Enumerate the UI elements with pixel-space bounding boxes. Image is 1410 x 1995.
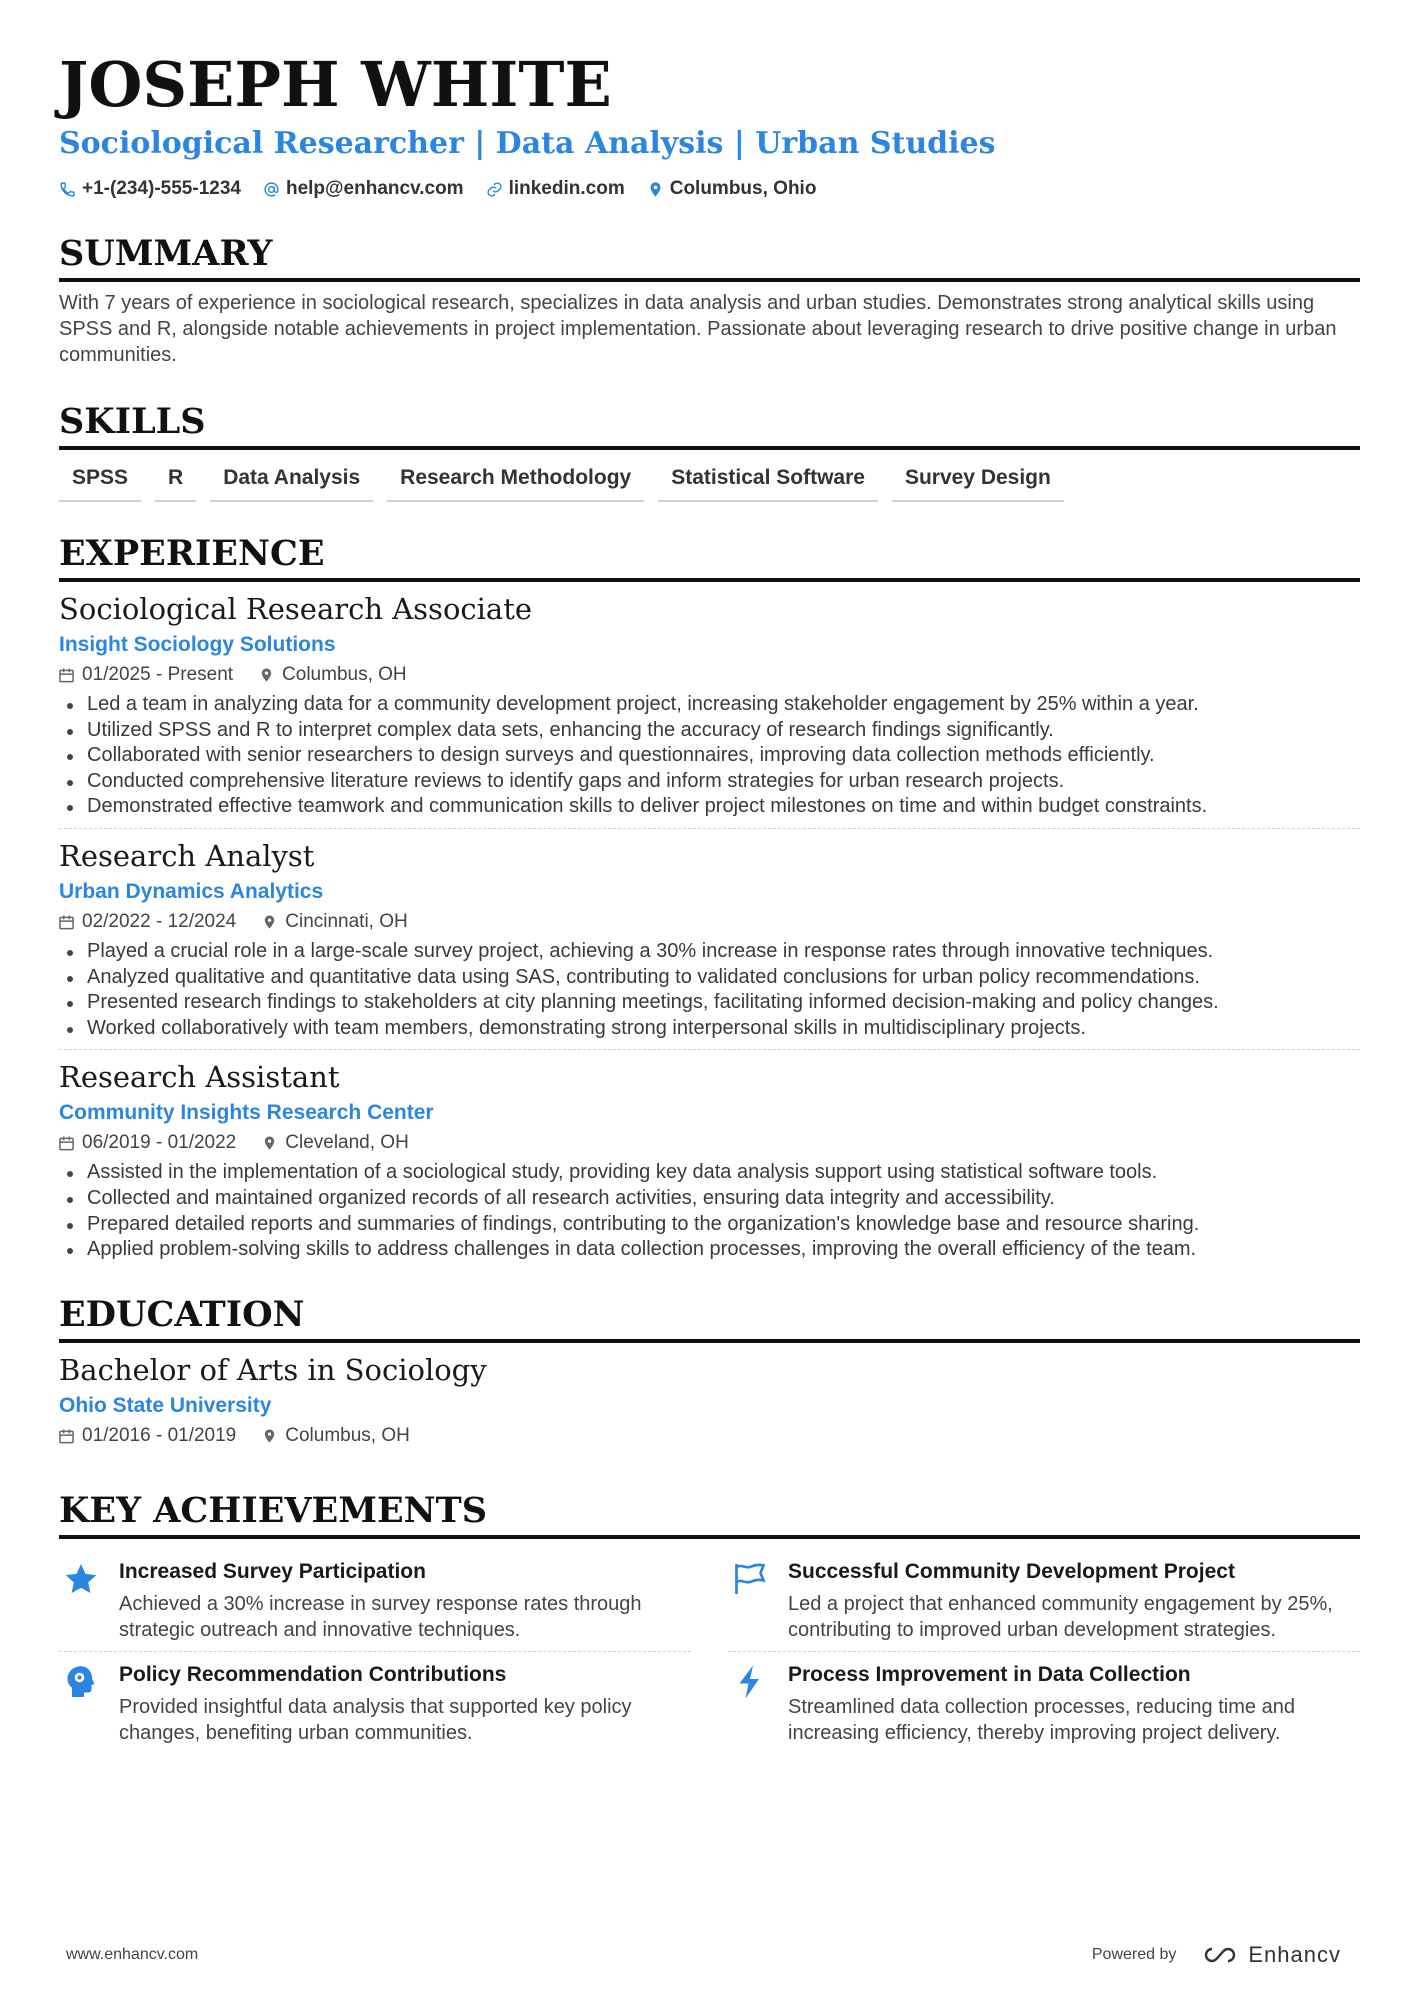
job-meta [59, 1132, 1360, 1154]
map-pin-icon [262, 1428, 277, 1444]
skill-tag: Data Analysis [210, 464, 373, 502]
bullet-item: Conducted comprehensive literature reviews to identify gaps and inform strategies for urban research projects. [59, 769, 1360, 795]
skill-tag: R [155, 464, 196, 502]
achievement-item [59, 1549, 691, 1652]
contact-row [59, 178, 1360, 200]
company-name: Urban Dynamics Analytics [59, 879, 324, 903]
achievement-body [119, 1660, 691, 1746]
achievement-item [59, 1652, 691, 1754]
job-location [262, 1132, 409, 1154]
bullet-item: Led a team in analyzing data for a community development project, increasing stakeholder engagement by 25% within a year. [59, 692, 1360, 718]
education-dates [59, 1425, 236, 1447]
calendar-icon [59, 667, 74, 683]
email-text: help@enhancv.com [285, 178, 464, 199]
bullet-item: Demonstrated effective teamwork and communication skills to deliver project milestones on time and within budget constraints. [59, 794, 1360, 820]
achievement-title: Process Improvement in Data Collection [788, 1662, 1191, 1686]
summary-text: With 7 years of experience in sociological research, specializes in data analysis and urban studies. Demonstrates strong analytical skills using SPSS and R, alongside notable achievements in project implementation. Passionate about leveraging research to drive positive change in urban communities. [59, 292, 1337, 366]
bullet-item: Assisted in the implementation of a sociological study, providing key data analysis support using statistical software tools. [59, 1160, 1360, 1186]
skills-list [59, 464, 1360, 502]
skill-tag: Statistical Software [658, 464, 878, 502]
dates-text: 01/2025 - Present [82, 664, 234, 685]
phone-text: +1-(234)-555-1234 [82, 178, 241, 199]
skill-tag: Research Methodology [387, 464, 644, 502]
job-location [259, 664, 407, 686]
achievement-title: Policy Recommendation Contributions [119, 1662, 507, 1686]
bullet-item: Played a crucial role in a large-scale survey project, achieving a 30% increase in response rates through innovative techniques. [59, 939, 1360, 965]
contact-email[interactable] [263, 178, 464, 200]
dates-text: 01/2016 - 01/2019 [82, 1424, 237, 1446]
education-entry [59, 1351, 1360, 1455]
summary-heading: SUMMARY [59, 232, 1360, 282]
achievement-body [788, 1660, 1360, 1746]
experience-entry [59, 1058, 1360, 1270]
company-name: Community Insights Research Center [59, 1101, 434, 1125]
candidate-subtitle: Sociological Researcher | Data Analysis | Urban Studies [59, 126, 996, 161]
location-text: Columbus, OH [285, 1424, 410, 1446]
head-brain-icon [63, 1664, 99, 1700]
skill-tag: Survey Design [892, 464, 1064, 502]
map-pin-icon [262, 1135, 277, 1151]
job-dates [59, 1132, 236, 1154]
powered-by [1092, 1942, 1341, 1968]
footer-website[interactable]: www.enhancv.com [66, 1946, 199, 1963]
bullet-item: Collaborated with senior researchers to design surveys and questionnaires, improving data collection methods efficiently. [59, 743, 1360, 769]
job-meta [59, 911, 1360, 933]
job-bullets [59, 1160, 1360, 1262]
map-pin-icon [259, 667, 274, 683]
achievement-icon-wrap [59, 1557, 103, 1643]
experience-entry [59, 837, 1360, 1050]
education-location [262, 1425, 410, 1447]
job-title: Research Assistant [59, 1060, 340, 1095]
education-heading: EDUCATION [59, 1293, 1360, 1343]
candidate-name: JOSEPH WHITE [59, 48, 612, 121]
skills-heading: SKILLS [59, 400, 1360, 450]
degree-title: Bachelor of Arts in Sociology [59, 1352, 487, 1387]
location-text: Cincinnati, OH [285, 910, 408, 932]
job-bullets [59, 692, 1360, 820]
flag-icon [732, 1561, 768, 1597]
achievement-item [728, 1549, 1360, 1652]
resume-page [59, 48, 1360, 1754]
experience-heading: EXPERIENCE [59, 532, 1360, 582]
job-location [262, 911, 408, 933]
map-pin-icon [262, 914, 277, 930]
achievements-heading: KEY ACHIEVEMENTS [59, 1489, 1360, 1539]
location-text: Columbus, OH [282, 664, 407, 685]
calendar-icon [59, 1135, 74, 1151]
achievement-body [788, 1557, 1360, 1643]
dates-text: 06/2019 - 01/2022 [82, 1132, 237, 1154]
education-meta [59, 1425, 1360, 1447]
link-icon [486, 181, 503, 198]
achievement-desc: Achieved a 30% increase in survey response rates through strategic outreach and innovative techniques. [119, 1592, 642, 1641]
job-title: Research Analyst [59, 838, 315, 873]
bullet-item: Applied problem-solving skills to address challenges in data collection processes, improving the overall efficiency of the team. [59, 1237, 1360, 1263]
school-name: Ohio State University [59, 1393, 272, 1417]
bullet-item: Worked collaboratively with team members, demonstrating strong interpersonal skills in multidisciplinary projects. [59, 1016, 1360, 1042]
achievement-icon-wrap [728, 1660, 772, 1746]
achievement-body [119, 1557, 691, 1643]
contact-phone[interactable] [59, 178, 241, 200]
location-text: Cleveland, OH [285, 1132, 409, 1154]
achievement-desc: Led a project that enhanced community engagement by 25%, contributing to improved urban development strategies. [788, 1592, 1333, 1641]
bullet-item: Prepared detailed reports and summaries of findings, contributing to the organization's knowledge base and resource sharing. [59, 1212, 1360, 1238]
calendar-icon [59, 914, 74, 930]
contact-location [647, 178, 817, 200]
job-dates [59, 911, 236, 933]
achievement-icon-wrap [59, 1660, 103, 1746]
skill-tag: SPSS [59, 464, 141, 502]
bullet-item: Utilized SPSS and R to interpret complex data sets, enhancing the accuracy of research findings significantly. [59, 718, 1360, 744]
achievement-item [728, 1652, 1360, 1754]
contact-linkedin[interactable] [486, 178, 625, 200]
star-icon [63, 1561, 99, 1597]
at-icon [263, 181, 280, 198]
job-title: Sociological Research Associate [59, 592, 533, 626]
brand-name: Enhancv [1248, 1942, 1341, 1967]
map-pin-icon [647, 181, 664, 198]
job-dates [59, 664, 233, 686]
enhancv-logo-icon [1200, 1945, 1240, 1965]
page-footer [66, 1942, 1341, 1968]
achievement-desc: Provided insightful data analysis that supported key policy changes, benefiting urban communities. [119, 1695, 632, 1744]
achievement-title: Increased Survey Participation [119, 1559, 426, 1583]
phone-icon [59, 181, 76, 198]
achievements-grid [59, 1549, 1360, 1754]
bullet-item: Presented research findings to stakeholders at city planning meetings, facilitating informed decision-making and policy changes. [59, 990, 1360, 1016]
experience-entry [59, 590, 1360, 829]
location-text: Columbus, Ohio [669, 178, 817, 199]
job-bullets [59, 939, 1360, 1041]
achievement-icon-wrap [728, 1557, 772, 1643]
powered-by-label: Powered by [1091, 1946, 1177, 1963]
linkedin-text: linkedin.com [508, 178, 625, 199]
calendar-icon [59, 1428, 74, 1444]
achievement-title: Successful Community Development Project [788, 1559, 1235, 1583]
company-name: Insight Sociology Solutions [59, 633, 336, 656]
lightning-icon [732, 1664, 768, 1700]
bullet-item: Collected and maintained organized records of all research activities, ensuring data integrity and accessibility. [59, 1186, 1360, 1212]
brand-logo[interactable] [1200, 1942, 1341, 1968]
job-meta [59, 664, 1360, 686]
achievement-desc: Streamlined data collection processes, reducing time and increasing efficiency, thereby improving project delivery. [788, 1695, 1295, 1744]
bullet-item: Analyzed qualitative and quantitative data using SAS, contributing to validated conclusions for urban policy recommendations. [59, 965, 1360, 991]
dates-text: 02/2022 - 12/2024 [82, 910, 237, 932]
